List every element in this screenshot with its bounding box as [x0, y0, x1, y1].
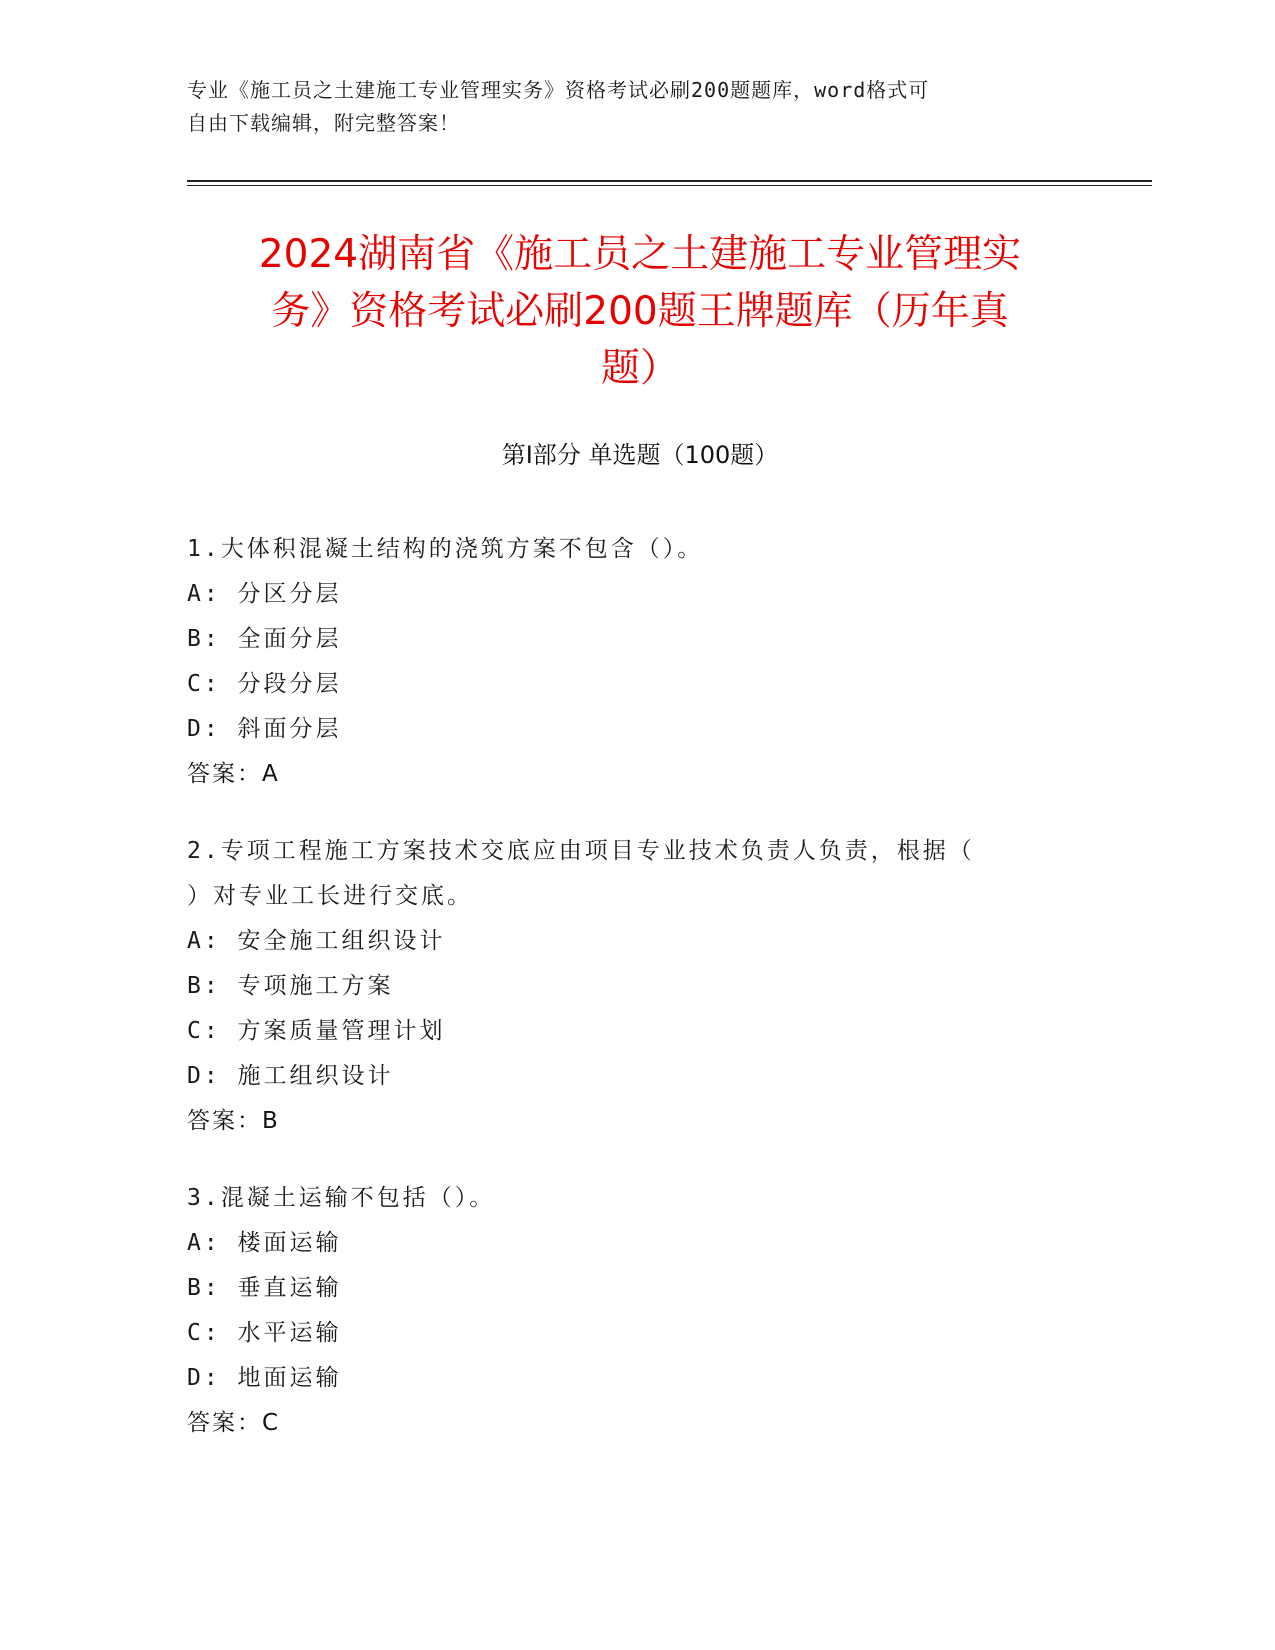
option-c: C: 方案质量管理计划 — [187, 1018, 446, 1044]
answer-label: 答案： — [187, 1410, 262, 1436]
question-list — [187, 527, 1067, 1478]
header-divider-thin — [187, 185, 1152, 186]
answer-label: 答案： — [187, 761, 262, 787]
answer-line — [187, 752, 1067, 797]
answer-value: C — [262, 1410, 279, 1436]
header-note — [187, 74, 1067, 140]
document-title-line-2: 务》资格考试必刷200题王牌题库（历年真 — [271, 289, 1009, 334]
option-d: D: 斜面分层 — [187, 716, 342, 742]
header-note-line-2: 自由下载编辑，附完整答案！ — [187, 111, 460, 135]
answer-value: B — [262, 1108, 278, 1134]
option-a: A: 分区分层 — [187, 581, 342, 607]
question-1 — [187, 527, 1067, 797]
document-title-line-1: 2024湖南省《施工员之土建施工专业管理实 — [258, 232, 1022, 277]
header-note-line-1: 专业《施工员之土建施工专业管理实务》资格考试必刷200题题库，word格式可 — [187, 78, 930, 102]
section-heading: 第Ⅰ部分 单选题（100题） — [501, 441, 779, 469]
question-stem: 2.专项工程施工方案技术交底应由项目专业技术负责人负责，根据（ — [187, 838, 975, 864]
answer-label: 答案： — [187, 1108, 262, 1134]
option-b: B: 垂直运输 — [187, 1275, 342, 1301]
question-stem: 3.混凝土运输不包括（）。 — [187, 1185, 496, 1211]
question-3 — [187, 1176, 1067, 1446]
answer-line — [187, 1099, 1067, 1144]
option-a: A: 楼面运输 — [187, 1230, 342, 1256]
option-d: D: 施工组织设计 — [187, 1063, 394, 1089]
option-b: B: 全面分层 — [187, 626, 342, 652]
option-c: C: 水平运输 — [187, 1320, 342, 1346]
answer-line — [187, 1401, 1067, 1446]
question-stem: 1.大体积混凝土结构的浇筑方案不包含（）。 — [187, 536, 704, 562]
document-title — [187, 226, 1093, 397]
option-c: C: 分段分层 — [187, 671, 342, 697]
option-a: A: 安全施工组织设计 — [187, 928, 446, 954]
document-title-line-3: 题） — [600, 346, 679, 391]
question-2 — [187, 829, 1067, 1144]
option-b: B: 专项施工方案 — [187, 973, 394, 999]
option-d: D: 地面运输 — [187, 1365, 342, 1391]
header-divider-thick — [187, 180, 1152, 182]
question-stem-continued: ）对专业工长进行交底。 — [187, 883, 473, 909]
answer-value: A — [262, 761, 278, 787]
